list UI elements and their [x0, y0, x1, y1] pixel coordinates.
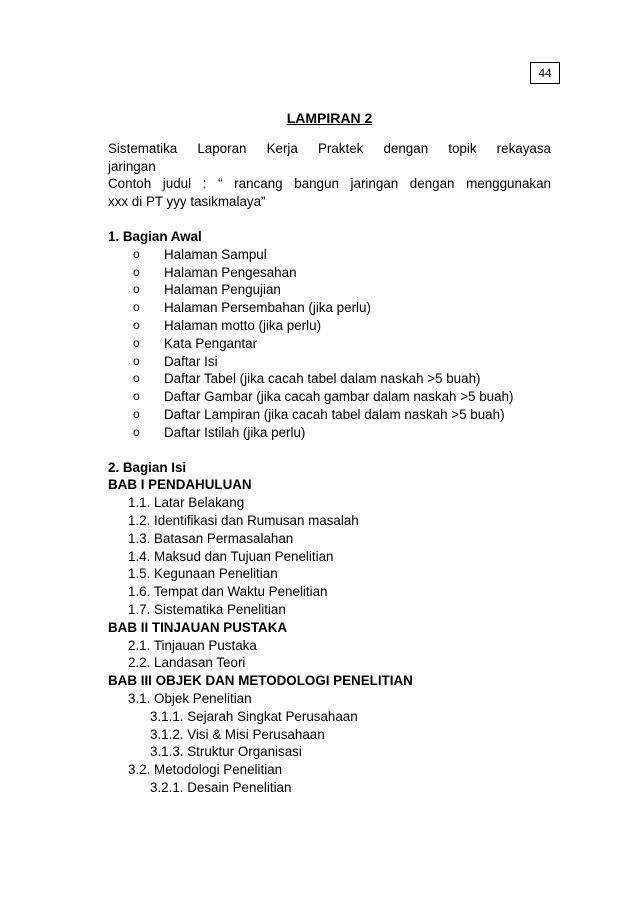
section-heading-bagian-isi: 2. Bagian Isi	[108, 459, 187, 475]
section-heading-bagian-awal: 1. Bagian Awal	[108, 228, 202, 244]
toc-subitem: 3.1.3. Struktur Organisasi	[150, 744, 302, 760]
bullet-icon: o	[133, 317, 140, 332]
list-item: o Halaman Sampul	[108, 246, 551, 264]
toc-subitem: 3.2.1. Desain Penelitian	[150, 779, 292, 795]
intro-line-2b: xxx di PT yyy tasikmalaya”	[108, 194, 266, 210]
bullet-icon: o	[133, 246, 140, 261]
toc-item: 1.7. Sistematika Penelitian	[128, 601, 286, 617]
toc-item: 1.5. Kegunaan Penelitian	[128, 566, 278, 582]
toc-item: 1.2. Identifikasi dan Rumusan masalah	[128, 512, 359, 528]
chapter-heading-bab-3: BAB III OBJEK DAN METODOLOGI PENELITIAN	[108, 673, 413, 689]
bullet-icon: o	[133, 371, 140, 386]
toc-subitem: 3.1.1. Sejarah Singkat Perusahaan	[150, 708, 358, 724]
page-title: LAMPIRAN 2	[286, 110, 373, 126]
list-item: o Daftar Gambar (jika cacah gambar dalam naskah >5 buah)	[108, 388, 551, 406]
intro-line-1b: jaringan	[108, 158, 156, 174]
bullet-icon: o	[133, 282, 140, 297]
chapter-heading-bab-2: BAB II TINJAUAN PUSTAKA	[108, 619, 288, 635]
toc-item: 3.2. Metodologi Penelitian	[128, 762, 283, 778]
bullet-icon: o	[133, 264, 140, 279]
intro-line-1a: Sistematika Laporan Kerja Praktek dengan topik rekayasa	[108, 140, 551, 156]
bullet-icon: o	[133, 389, 140, 404]
list-item: o Halaman Persembahan (jika perlu)	[108, 299, 551, 317]
list-item: o Halaman Pengujian	[108, 281, 551, 299]
toc-item: 2.2. Landasan Teori	[128, 655, 246, 671]
toc-item: 1.6. Tempat dan Waktu Penelitian	[128, 584, 328, 600]
toc-item: 1.3. Batasan Permasalahan	[128, 530, 294, 546]
bullet-icon: o	[133, 300, 140, 315]
bullet-icon: o	[133, 424, 140, 439]
document-body	[108, 110, 551, 797]
toc-item: 1.4. Maksud dan Tujuan Penelitian	[128, 548, 334, 564]
toc-item: 2.1. Tinjauan Pustaka	[128, 637, 257, 653]
bullet-icon: o	[133, 335, 140, 350]
list-item: o Daftar Tabel (jika cacah tabel dalam naskah >5 buah)	[108, 370, 551, 388]
bullet-icon: o	[133, 406, 140, 421]
list-item: o Daftar Isi	[108, 353, 551, 371]
list-item: o Daftar Lampiran (jika cacah tabel dalam naskah >5 buah)	[108, 406, 551, 424]
toc-item: 1.1. Latar Belakang	[128, 495, 245, 511]
bagian-awal-list	[108, 246, 551, 442]
list-item: o Halaman motto (jika perlu)	[108, 317, 551, 335]
page-number: 44	[530, 62, 560, 84]
toc-item: 3.1. Objek Penelitian	[128, 690, 252, 706]
list-item: o Daftar Istilah (jika perlu)	[108, 424, 551, 442]
list-item: o Kata Pengantar	[108, 335, 551, 353]
bullet-icon: o	[133, 353, 140, 368]
chapter-heading-bab-1: BAB I PENDAHULUAN	[108, 477, 252, 493]
intro-line-2a: Contoh judul : “ rancang bangun jaringan dengan menggunakan	[108, 176, 551, 192]
list-item: o Halaman Pengesahan	[108, 264, 551, 282]
toc-subitem: 3.1.2. Visi & Misi Perusahaan	[150, 726, 325, 742]
